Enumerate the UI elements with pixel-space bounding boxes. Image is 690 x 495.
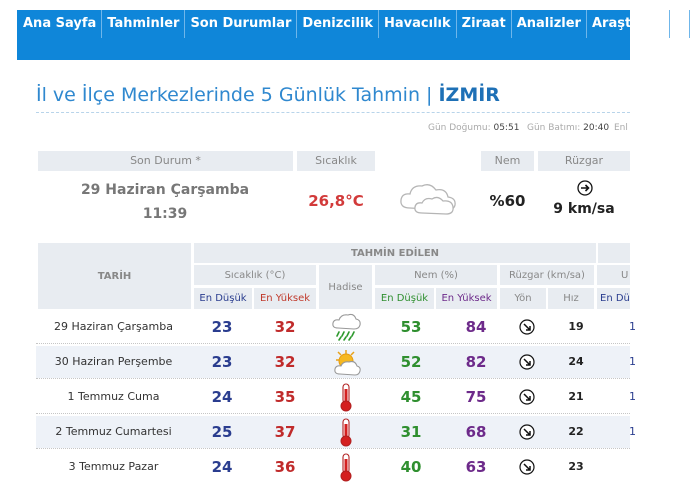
current-date: 29 Haziran Çarşamba xyxy=(80,182,250,198)
row-temp-max: 32 xyxy=(274,353,296,371)
current-wind: 9 km/sa xyxy=(553,201,615,217)
current-time: 11:39 xyxy=(142,206,188,222)
row-temp-min: 24 xyxy=(211,458,233,476)
row-hum-max: 84 xyxy=(465,318,487,336)
wind-column-header: Rüzgar (km/sa) xyxy=(500,265,594,285)
forecast-header: TAHMİN EDİLEN xyxy=(194,243,596,263)
arrow-down-right-icon xyxy=(519,354,535,370)
thermometer-hot-icon xyxy=(338,418,354,447)
row-extra: 1 xyxy=(629,320,636,333)
table-row xyxy=(36,416,636,448)
title-divider xyxy=(36,112,630,113)
row-wind-speed: 19 xyxy=(568,320,584,333)
thermometer-hot-icon xyxy=(338,453,354,482)
row-wind-speed: 21 xyxy=(568,390,584,403)
nav-agriculture[interactable]: Ziraat xyxy=(457,10,512,38)
row-hum-max: 82 xyxy=(465,353,487,371)
row-temp-max: 37 xyxy=(274,423,296,441)
cloud-icon xyxy=(396,178,460,218)
arrow-right-icon xyxy=(577,180,593,196)
date-column-header: TARİH xyxy=(38,243,191,309)
nav-aviation[interactable]: Havacılık xyxy=(379,10,457,38)
temp-column-header: Sıcaklık (°C) xyxy=(194,265,316,285)
row-hum-min: 53 xyxy=(400,318,422,336)
sunset-label: Gün Batımı: xyxy=(527,123,581,133)
row-date: 29 Haziran Çarşamba xyxy=(54,320,173,333)
row-temp-min: 23 xyxy=(211,318,233,336)
hum-max-header: En Yüksek xyxy=(436,288,497,309)
extra-min-header: En Dü xyxy=(597,288,630,309)
nav-analysis[interactable]: Analizler xyxy=(512,10,587,38)
sunset-time: 20:40 xyxy=(583,123,610,133)
row-temp-min: 25 xyxy=(211,423,233,441)
partly-cloudy-icon xyxy=(331,348,361,376)
table-row xyxy=(36,346,636,378)
nav-research[interactable]: Araştırma xyxy=(587,10,670,38)
nav-current[interactable]: Son Durumlar xyxy=(185,10,297,38)
row-extra: 1 xyxy=(629,425,636,438)
event-column-header: Hadise xyxy=(319,265,372,309)
sub-nav-bar xyxy=(17,38,630,60)
table-row xyxy=(36,311,636,343)
row-date: 2 Temmuz Cumartesi xyxy=(55,425,172,438)
temp-max-header: En Yüksek xyxy=(254,288,316,309)
current-status-header: Son Durum * xyxy=(38,151,293,171)
row-divider xyxy=(36,448,630,449)
sunset-info xyxy=(527,123,609,133)
wind-dir-header: Yön xyxy=(500,288,546,309)
main-nav xyxy=(17,10,685,38)
arrow-down-right-icon xyxy=(519,389,535,405)
row-date: 1 Temmuz Cuma xyxy=(67,390,160,403)
row-date: 3 Temmuz Pazar xyxy=(68,460,159,473)
arrow-down-right-icon xyxy=(519,319,535,335)
row-hum-min: 40 xyxy=(400,458,422,476)
nav-marine[interactable]: Denizcilik xyxy=(297,10,379,38)
row-temp-max: 35 xyxy=(274,388,296,406)
extra-column-header: U xyxy=(597,265,630,285)
row-divider xyxy=(36,343,630,344)
arrow-down-right-icon xyxy=(519,424,535,440)
nav-home[interactable]: Ana Sayfa xyxy=(17,10,102,38)
temp-min-header: En Düşük xyxy=(194,288,252,309)
row-hum-max: 63 xyxy=(465,458,487,476)
row-temp-min: 23 xyxy=(211,353,233,371)
hum-min-header: En Düşük xyxy=(375,288,434,309)
row-divider xyxy=(36,378,630,379)
row-extra xyxy=(596,451,636,483)
row-extra: 1 xyxy=(629,355,636,368)
row-extra: 1 xyxy=(629,390,636,403)
page-title xyxy=(36,84,500,106)
current-temp: 26,8°C xyxy=(308,192,364,210)
current-hum-header: Nem xyxy=(481,151,534,171)
nav-more[interactable]: E xyxy=(670,10,690,38)
row-hum-max: 68 xyxy=(465,423,487,441)
row-wind-speed: 22 xyxy=(568,425,584,438)
row-hum-min: 45 xyxy=(400,388,422,406)
table-row xyxy=(36,381,636,413)
row-date: 30 Haziran Perşembe xyxy=(54,355,173,368)
row-temp-min: 24 xyxy=(211,388,233,406)
row-hum-min: 31 xyxy=(400,423,422,441)
extra-info: Enl xyxy=(614,123,628,133)
row-divider xyxy=(36,413,630,414)
current-humidity: %60 xyxy=(489,192,526,210)
humidity-column-header: Nem (%) xyxy=(375,265,497,285)
row-hum-min: 52 xyxy=(400,353,422,371)
sunrise-info xyxy=(428,123,519,133)
rain-cloud-icon xyxy=(331,313,361,341)
row-wind-speed: 23 xyxy=(568,460,584,473)
row-hum-max: 75 xyxy=(465,388,487,406)
current-date-block xyxy=(40,180,290,224)
forecast-header-extra xyxy=(598,243,630,263)
thermometer-hot-icon xyxy=(338,383,354,412)
nav-forecasts[interactable]: Tahminler xyxy=(102,10,185,38)
current-temp-header: Sıcaklık xyxy=(297,151,375,171)
sunrise-label: Gün Doğumu: xyxy=(428,123,491,133)
row-wind-speed: 24 xyxy=(568,355,584,368)
row-temp-max: 36 xyxy=(274,458,296,476)
title-text: İl ve İlçe Merkezlerinde 5 Günlük Tahmin | xyxy=(36,84,439,106)
current-wind-header: Rüzgar xyxy=(538,151,630,171)
arrow-down-right-icon xyxy=(519,459,535,475)
row-temp-max: 32 xyxy=(274,318,296,336)
table-row xyxy=(36,451,630,483)
title-city: İZMİR xyxy=(438,84,500,106)
wind-speed-header: Hız xyxy=(548,288,594,309)
sunrise-time: 05:51 xyxy=(493,123,520,133)
